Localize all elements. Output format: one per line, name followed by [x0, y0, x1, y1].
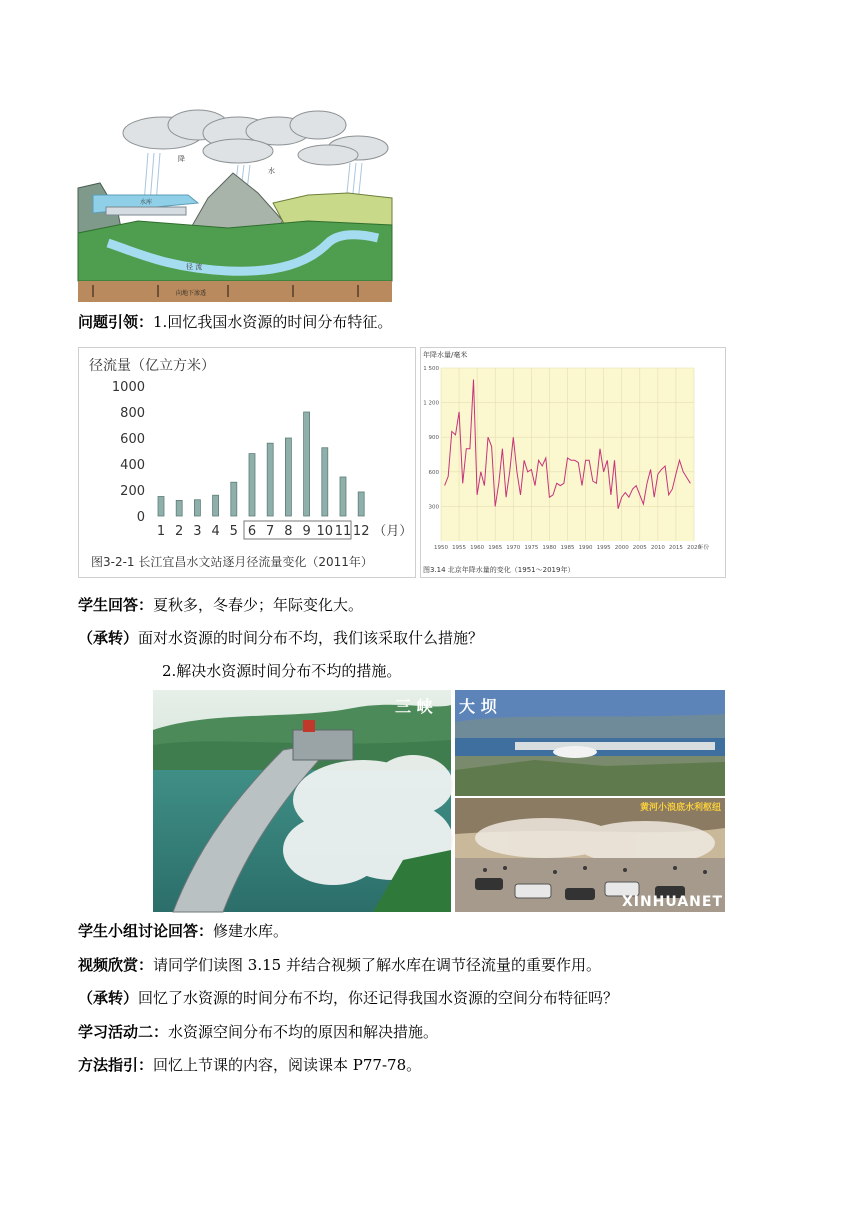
runoff-bar-chart-panel [78, 347, 416, 578]
water-cycle-illustration [78, 103, 392, 302]
bar-chart-x-tick: 5 [229, 524, 238, 539]
activity-2-label: 学习活动二： [78, 1023, 169, 1041]
question-2 [162, 660, 401, 682]
bar-chart-x-tick: 11 [334, 524, 352, 539]
method-text: 回忆上节课的内容，阅读课本 P77-78。 [153, 1056, 422, 1074]
bar-chart-caption: 图3-2-1 长江宜昌水文站逐月径流量变化（2011年） [91, 555, 373, 569]
bar-chart-x-tick: 9 [302, 524, 311, 539]
dam-photo-left [153, 690, 451, 912]
bar [249, 454, 255, 516]
precipitation-line-chart-panel [420, 347, 726, 578]
line-chart-x-tick: 2015 [668, 545, 683, 551]
group-answer-label: 学生小组讨论回答： [78, 922, 214, 940]
transition-1-text: 面对水资源的时间分布不均，我们该采取什么措施？ [138, 629, 484, 647]
bar [285, 438, 291, 516]
bar [231, 482, 237, 516]
xiaolangdi-photo [455, 798, 725, 912]
line-chart-caption: 图3.14 北京年降水量的变化（1951～2019年） [423, 566, 575, 574]
student-answer-text: 夏秋多，冬春少；年际变化大。 [153, 596, 364, 614]
bar-chart-y-tick: 600 [120, 432, 145, 447]
bar-chart-y-tick: 1000 [111, 380, 145, 395]
line-chart-y-tick: 1 500 [423, 366, 439, 372]
line-chart-x-tick: 1960 [470, 545, 485, 551]
bar [322, 448, 328, 516]
student-answer-label: 学生回答： [78, 596, 154, 614]
bar-chart-y-tick: 400 [120, 458, 145, 473]
transition-2 [78, 987, 618, 1009]
precipitation-line-chart [421, 348, 725, 577]
line-chart-y-tick: 300 [428, 504, 439, 511]
line-chart-x-tick: 2010 [650, 545, 665, 551]
video-label: 视频欣赏： [78, 956, 154, 974]
question-1 [78, 311, 392, 333]
learning-activity-2 [78, 1021, 438, 1043]
bar [213, 495, 219, 516]
line-chart-x-tick: 1965 [488, 545, 503, 551]
line-chart-y-tick: 900 [428, 435, 439, 442]
transition-2-label: （承转） [78, 989, 139, 1007]
transition-1 [78, 627, 483, 649]
line-chart-x-unit: 年份 [698, 545, 710, 551]
line-chart-x-tick: 1975 [524, 545, 539, 551]
bar-chart-x-tick: 3 [193, 524, 202, 539]
bar-chart-title: 径流量（亿立方米） [89, 358, 215, 374]
group-answer [78, 920, 288, 942]
bar-chart-x-tick: 1 [156, 524, 166, 539]
photo-watermark: XINHUANET [621, 894, 723, 910]
bar-chart-y-tick: 0 [136, 510, 145, 525]
line-chart-y-tick: 1 200 [423, 400, 439, 407]
line-chart-x-tick: 1995 [596, 545, 611, 551]
transition-2-text: 回忆了水资源的时间分布不均，你还记得我国水资源的空间分布特征吗？ [138, 989, 619, 1007]
bar-chart-x-tick: 7 [266, 524, 275, 539]
bar [340, 477, 346, 516]
line-chart-y-tick: 600 [428, 469, 439, 476]
activity-2-text: 水资源空间分布不均的原因和解决措施。 [168, 1023, 439, 1041]
group-answer-text: 修建水库。 [213, 922, 289, 940]
label-reservoir: 水库 [140, 199, 153, 206]
line-chart-x-tick: 2005 [632, 545, 647, 551]
line-chart-x-tick: 1985 [560, 545, 575, 551]
bar [158, 497, 164, 517]
photo-title-three-gorges: 三 峡 [395, 697, 433, 716]
bar-chart-x-unit: （月） [373, 524, 413, 539]
line-chart-title: 年降水量/毫米 [423, 351, 468, 359]
question-1-text: 1.回忆我国水资源的时间分布特征。 [153, 313, 393, 331]
photo-title-dam: 大 坝 [459, 697, 497, 716]
bar-chart-x-tick: 10 [316, 524, 334, 539]
bar [176, 500, 182, 516]
video-text: 请同学们读图 3.15 并结合视频了解水库在调节径流量的重要作用。 [153, 956, 601, 974]
video-appreciation [78, 954, 601, 976]
label-runoff: 径 流 [186, 263, 203, 271]
runoff-bar-chart [79, 348, 415, 577]
bar-chart-x-tick: 12 [352, 524, 370, 539]
bar-chart-y-tick: 200 [120, 484, 145, 499]
bar [267, 443, 273, 516]
line-chart-x-tick: 1970 [506, 545, 521, 551]
label-groundwater: 向地下渗透 [176, 290, 207, 297]
line-chart-x-tick: 2020 [687, 545, 701, 551]
three-gorges-photo [395, 690, 725, 796]
line-chart-x-tick: 1980 [542, 545, 557, 551]
transition-1-label: （承转） [78, 629, 139, 647]
label-rain: 降 [178, 155, 185, 163]
bar [304, 412, 310, 516]
question-1-label: 问题引领： [78, 313, 154, 331]
photo-caption-xiaolangdi: 黄河小浪底水利枢纽 [639, 803, 721, 813]
bar-chart-y-tick: 800 [120, 406, 145, 421]
bar [194, 500, 200, 516]
bar-chart-x-tick: 8 [284, 524, 293, 539]
bar-chart-x-tick: 6 [247, 524, 257, 539]
label-water: 水 [268, 167, 275, 175]
line-chart-x-tick: 1990 [578, 545, 593, 551]
bar [358, 492, 364, 516]
line-chart-x-tick: 1955 [452, 545, 467, 551]
method-label: 方法指引： [78, 1056, 154, 1074]
method-guidance [78, 1054, 421, 1076]
bar-chart-x-tick: 4 [211, 524, 220, 539]
question-2-text: 2.解决水资源时间分布不均的措施。 [162, 662, 402, 680]
bar-chart-x-tick: 2 [175, 524, 184, 539]
line-chart-x-tick: 1950 [434, 545, 448, 551]
student-answer [78, 594, 363, 616]
line-chart-x-tick: 2000 [614, 545, 629, 551]
